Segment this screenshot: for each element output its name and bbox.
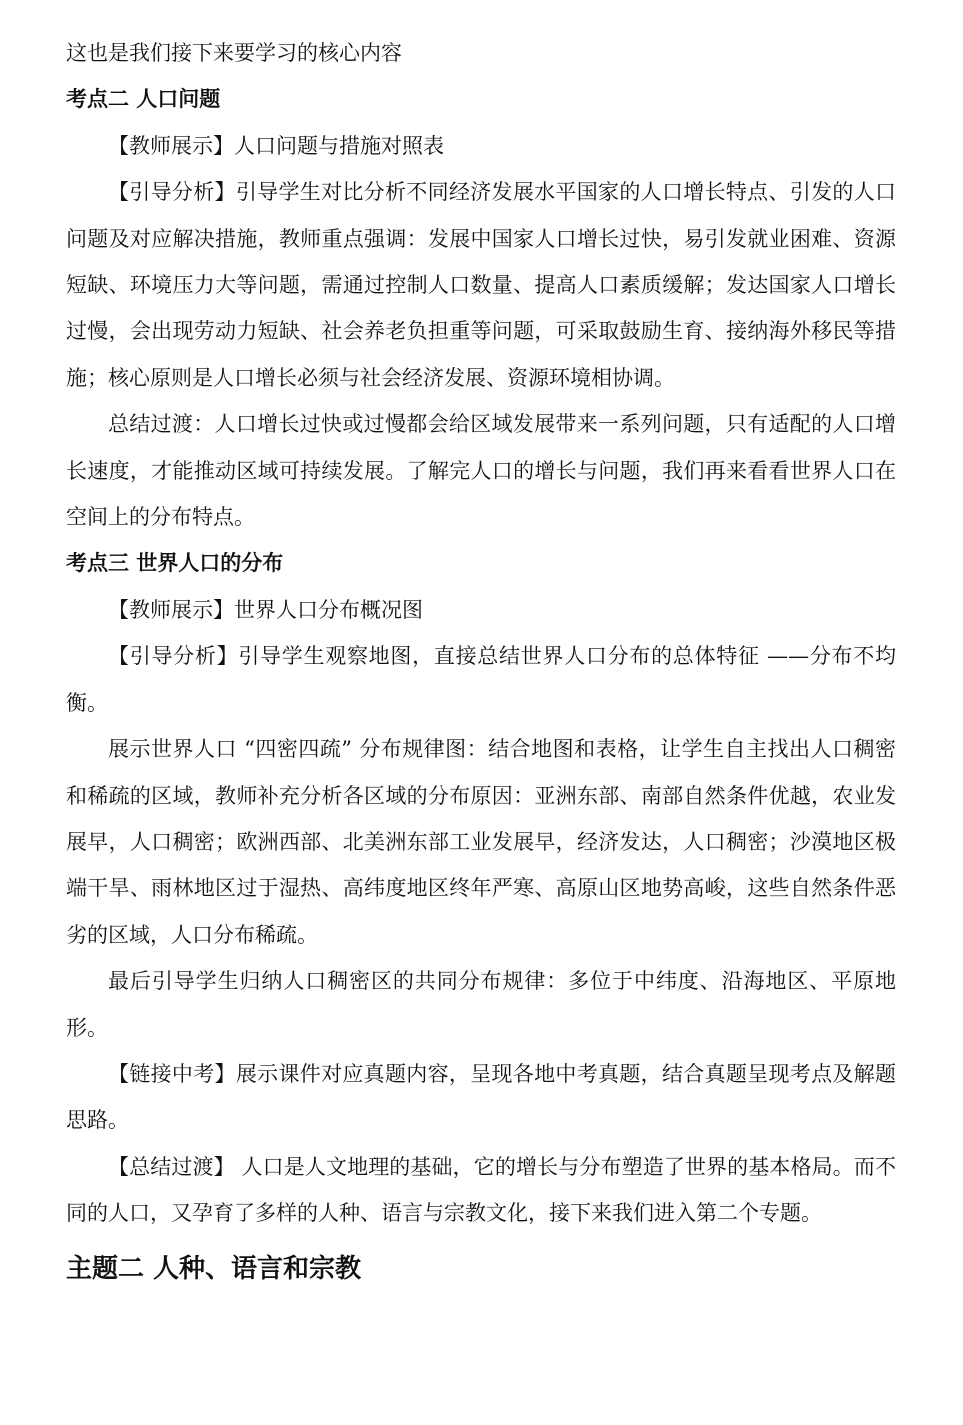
teacher-show-text: 世界人口分布概况图: [234, 597, 423, 622]
summary-transition-paragraph: 总结过渡：人口增长过快或过慢都会给区域发展带来一系列问题，只有适配的人口增长速度，才能推动区域可持续发展。了解完人口的增长与问题，我们再来看看世界人口在空间上的分布特点。: [66, 412, 896, 530]
exam-link-paragraph: [66, 1051, 896, 1144]
guided-analysis-text: 引导学生观察地图，直接总结世界人口分布的总体特征 ——分布不均衡。: [66, 644, 896, 715]
guided-analysis-paragraph-2: [66, 633, 896, 726]
final-summary-tag: 【总结过渡】: [108, 1154, 235, 1179]
heading-kaodian-3: 考点三 世界人口的分布: [66, 551, 284, 576]
teacher-show-tag: 【教师展示】: [108, 133, 234, 158]
teacher-show-paragraph-2: [66, 587, 896, 633]
distribution-pattern-paragraph: 展示世界人口 “四密四疏” 分布规律图：结合地图和表格，让学生自主找出人口稠密和稀疏的区域，教师补充分析各区域的分布原因：亚洲东部、南部自然条件优越，农业发展早，人口稠密；欧洲西部、北美洲东部工业发展早，经济发达，人口稠密；沙漠地区极端干旱、雨林地区过于湿热、高纬度地区终年严寒、高原山区地势高峻，这些自然条件恶劣的区域，人口分布稀疏。: [66, 737, 896, 947]
final-summary-text: 人口是人文地理的基础，它的增长与分布塑造了世界的基本格局。而不同的人口，又孕育了多样的人种、语言与宗教文化，接下来我们进入第二个专题。: [66, 1154, 896, 1226]
dense-area-rule-paragraph: 最后引导学生归纳人口稠密区的共同分布规律：多位于中纬度、沿海地区、平原地形。: [66, 969, 896, 1040]
guided-analysis-text: 引导学生对比分析不同经济发展水平国家的人口增长特点、引发的人口问题及对应解决措施，教师重点强调：发展中国家人口增长过快，易引发就业困难、资源短缺、环境压力大等问题，需通过控制人口数量、提高人口素质缓解；发达国家人口增长过慢，会出现劳动力短缺、社会养老负担重等问题，可采取鼓励生育、接纳海外移民等措施；核心原则是人口增长必须与社会经济发展、资源环境相协调。: [66, 180, 897, 390]
teacher-show-paragraph-1: [66, 123, 896, 169]
guided-analysis-tag: 【引导分析】: [108, 180, 236, 205]
exam-link-text: 展示课件对应真题内容，呈现各地中考真题，结合真题呈现考点及解题思路。: [66, 1061, 897, 1133]
exam-link-tag: 【链接中考】: [108, 1061, 236, 1086]
guided-analysis-tag: 【引导分析】: [108, 644, 239, 669]
document-page: [66, 30, 896, 1289]
heading-kaodian-2: 考点二 人口问题: [66, 87, 221, 112]
final-summary-paragraph: [66, 1144, 896, 1237]
guided-analysis-paragraph-1: [66, 169, 896, 401]
teacher-show-tag: 【教师展示】: [108, 597, 234, 622]
intro-line: 这也是我们接下来要学习的核心内容: [66, 41, 402, 65]
teacher-show-text: 人口问题与措施对照表: [234, 133, 444, 158]
topic-2-heading: 主题二 人种、语言和宗教: [66, 1253, 362, 1284]
